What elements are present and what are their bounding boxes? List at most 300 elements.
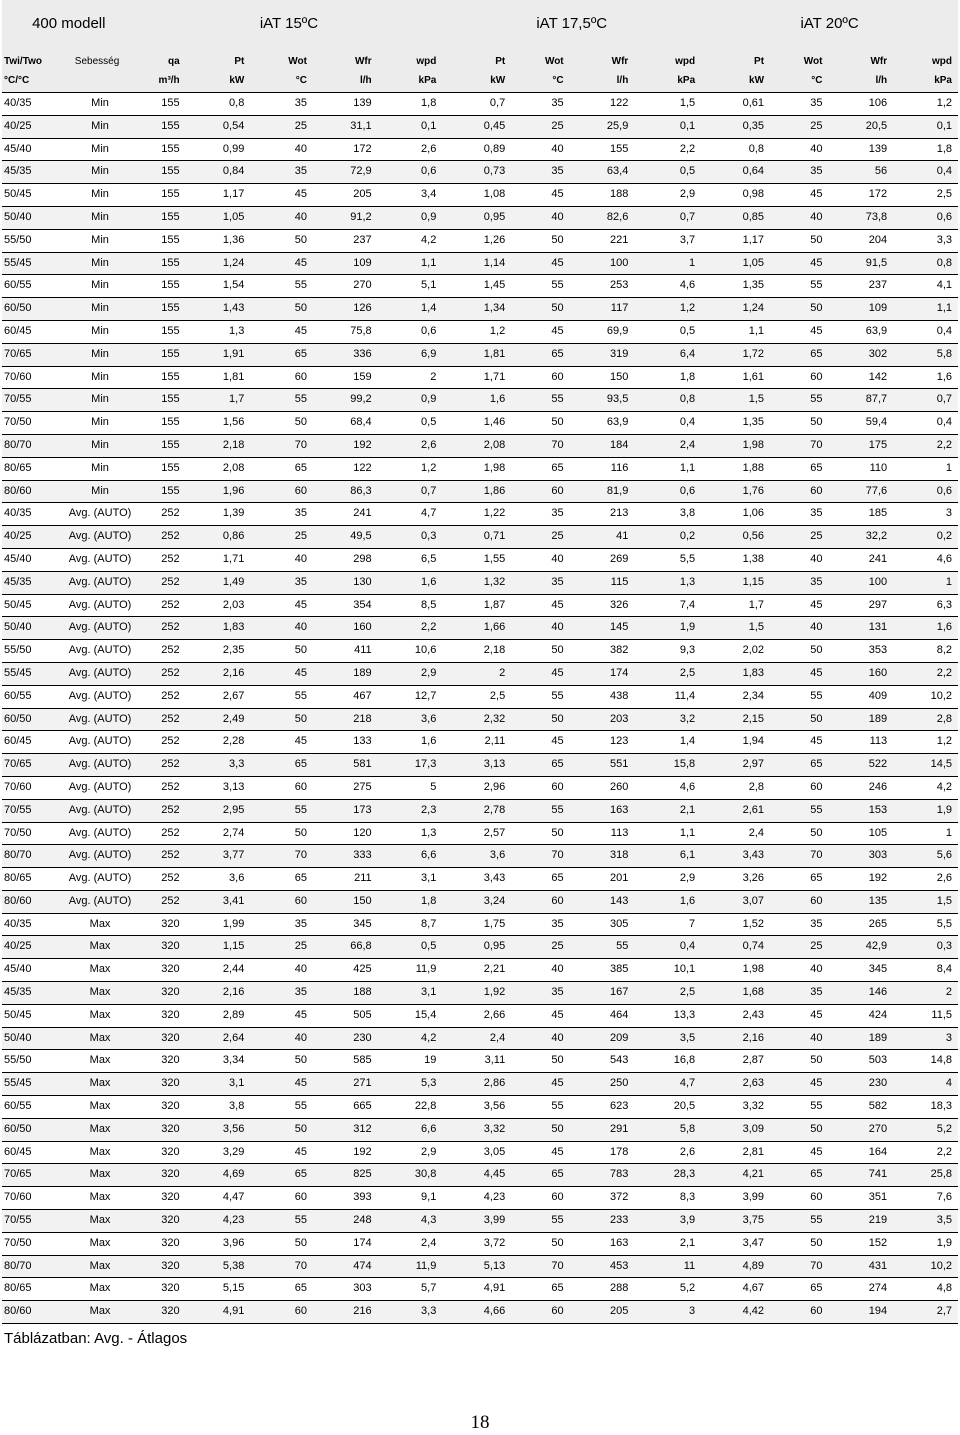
table-cell: 55 bbox=[511, 275, 569, 298]
table-cell: 0,2 bbox=[893, 526, 958, 549]
table-cell: 155 bbox=[136, 138, 186, 161]
table-cell: 50/45 bbox=[2, 184, 63, 207]
table-cell: 2,2 bbox=[893, 434, 958, 457]
table-cell: 1,72 bbox=[701, 343, 770, 366]
table-cell: 91,2 bbox=[313, 206, 378, 229]
table-cell: 40 bbox=[770, 1027, 828, 1050]
table-cell: 55/45 bbox=[2, 252, 63, 275]
table-cell: 70 bbox=[770, 434, 828, 457]
table-cell: 1,22 bbox=[442, 503, 511, 526]
table-cell: Avg. (AUTO) bbox=[63, 640, 136, 663]
table-cell: 113 bbox=[570, 822, 635, 845]
table-cell: 155 bbox=[570, 138, 635, 161]
table-cell: Avg. (AUTO) bbox=[63, 662, 136, 685]
table-cell: 25 bbox=[770, 526, 828, 549]
table-cell: 3 bbox=[893, 1027, 958, 1050]
table-cell: 60 bbox=[250, 1301, 313, 1324]
table-cell: 63,9 bbox=[570, 412, 635, 435]
table-cell: 153 bbox=[828, 799, 893, 822]
table-cell: 25 bbox=[770, 936, 828, 959]
table-cell: 5,38 bbox=[186, 1255, 251, 1278]
table-cell: 60 bbox=[250, 480, 313, 503]
table-cell: 65 bbox=[250, 1164, 313, 1187]
table-cell: 0,1 bbox=[378, 115, 443, 138]
table-cell: 109 bbox=[313, 252, 378, 275]
table-cell: 3,05 bbox=[442, 1141, 511, 1164]
table-cell: Min bbox=[63, 138, 136, 161]
table-cell: 2,9 bbox=[378, 1141, 443, 1164]
table-cell: Max bbox=[63, 1210, 136, 1233]
table-cell: 70 bbox=[511, 434, 569, 457]
table-cell: 4,69 bbox=[186, 1164, 251, 1187]
table-cell: 2,35 bbox=[186, 640, 251, 663]
table-cell: 0,1 bbox=[634, 115, 701, 138]
column-header: Wfr bbox=[828, 48, 893, 70]
table-cell: 25,9 bbox=[570, 115, 635, 138]
table-cell: 1,15 bbox=[701, 571, 770, 594]
table-cell: 3 bbox=[634, 1301, 701, 1324]
table-cell: 1 bbox=[893, 457, 958, 480]
table-cell: Avg. (AUTO) bbox=[63, 548, 136, 571]
table-cell: 11,9 bbox=[378, 1255, 443, 1278]
table-cell: 2,5 bbox=[634, 982, 701, 1005]
table-cell: 72,9 bbox=[313, 161, 378, 184]
table-cell: 2,97 bbox=[701, 754, 770, 777]
table-cell: 5,2 bbox=[634, 1278, 701, 1301]
table-cell: 1,6 bbox=[893, 617, 958, 640]
table-cell: 45 bbox=[770, 731, 828, 754]
table-cell: 45 bbox=[511, 1073, 569, 1096]
table-cell: 252 bbox=[136, 822, 186, 845]
table-cell: 50 bbox=[770, 1232, 828, 1255]
table-cell: 25,8 bbox=[893, 1164, 958, 1187]
table-cell: 1,2 bbox=[634, 298, 701, 321]
table-cell: 35 bbox=[250, 982, 313, 1005]
table-cell: 5,3 bbox=[378, 1073, 443, 1096]
table-cell: 2,9 bbox=[634, 184, 701, 207]
table-cell: 70/50 bbox=[2, 412, 63, 435]
column-header: Pt bbox=[186, 48, 251, 70]
table-cell: 3,99 bbox=[701, 1187, 770, 1210]
table-cell: 174 bbox=[570, 662, 635, 685]
table-cell: 93,5 bbox=[570, 389, 635, 412]
table-cell: Min bbox=[63, 93, 136, 116]
table-cell: 0,7 bbox=[442, 93, 511, 116]
column-header: Wfr bbox=[313, 48, 378, 70]
table-cell: 100 bbox=[828, 571, 893, 594]
table-cell: 160 bbox=[313, 617, 378, 640]
table-cell: 3,47 bbox=[701, 1232, 770, 1255]
table-cell: 1,54 bbox=[186, 275, 251, 298]
table-cell: 80/65 bbox=[2, 1278, 63, 1301]
table-cell: 302 bbox=[828, 343, 893, 366]
table-cell: 194 bbox=[828, 1301, 893, 1324]
table-cell: 65 bbox=[511, 1164, 569, 1187]
table-cell: 40 bbox=[511, 617, 569, 640]
table-cell: 70 bbox=[250, 434, 313, 457]
table-cell: 35 bbox=[770, 503, 828, 526]
table-cell: 25 bbox=[250, 115, 313, 138]
table-cell: 320 bbox=[136, 1118, 186, 1141]
table-cell: 45 bbox=[770, 184, 828, 207]
table-cell: 40/25 bbox=[2, 936, 63, 959]
table-cell: 8,4 bbox=[893, 959, 958, 982]
table-cell: 252 bbox=[136, 662, 186, 685]
table-cell: 115 bbox=[570, 571, 635, 594]
table-cell: 2,08 bbox=[186, 457, 251, 480]
table-cell: 3,07 bbox=[701, 890, 770, 913]
table-cell: 0,98 bbox=[701, 184, 770, 207]
table-cell: Min bbox=[63, 434, 136, 457]
table-cell: 105 bbox=[828, 822, 893, 845]
table-cell: 2,4 bbox=[634, 434, 701, 457]
table-cell: 2,63 bbox=[701, 1073, 770, 1096]
table-cell: 0,35 bbox=[701, 115, 770, 138]
table-row bbox=[2, 594, 958, 617]
table-cell: 55 bbox=[250, 1096, 313, 1119]
table-cell: 63,9 bbox=[828, 320, 893, 343]
table-cell: Avg. (AUTO) bbox=[63, 617, 136, 640]
table-cell: 4,67 bbox=[701, 1278, 770, 1301]
table-cell: Avg. (AUTO) bbox=[63, 685, 136, 708]
unit-header: kPa bbox=[634, 70, 701, 93]
table-cell: 55 bbox=[511, 1210, 569, 1233]
table-cell: 152 bbox=[828, 1232, 893, 1255]
table-cell: 15,8 bbox=[634, 754, 701, 777]
table-cell: 45/40 bbox=[2, 138, 63, 161]
table-cell: 2,1 bbox=[634, 1232, 701, 1255]
table-row bbox=[2, 708, 958, 731]
table-cell: 160 bbox=[828, 662, 893, 685]
table-cell: 139 bbox=[828, 138, 893, 161]
table-cell: 0,8 bbox=[893, 252, 958, 275]
table-cell: 1,08 bbox=[442, 184, 511, 207]
table-row bbox=[2, 822, 958, 845]
table-cell: 155 bbox=[136, 366, 186, 389]
table-row bbox=[2, 731, 958, 754]
table-cell: 60/55 bbox=[2, 1096, 63, 1119]
table-cell: 1,2 bbox=[893, 731, 958, 754]
table-cell: 270 bbox=[313, 275, 378, 298]
table-cell: 70/60 bbox=[2, 366, 63, 389]
table-cell: 3,32 bbox=[701, 1096, 770, 1119]
table-cell: 28,3 bbox=[634, 1164, 701, 1187]
table-cell: 35 bbox=[250, 503, 313, 526]
table-cell: 41 bbox=[570, 526, 635, 549]
table-cell: 4,3 bbox=[378, 1210, 443, 1233]
table-cell: 1,92 bbox=[442, 982, 511, 1005]
table-cell: 6,6 bbox=[378, 1118, 443, 1141]
table-cell: 11 bbox=[634, 1255, 701, 1278]
table-cell: Min bbox=[63, 184, 136, 207]
table-cell: 305 bbox=[570, 913, 635, 936]
table-cell: 55 bbox=[250, 1210, 313, 1233]
table-cell: 3,7 bbox=[634, 229, 701, 252]
table-cell: 291 bbox=[570, 1118, 635, 1141]
table-cell: 252 bbox=[136, 754, 186, 777]
table-cell: 2,78 bbox=[442, 799, 511, 822]
table-cell: 4,42 bbox=[701, 1301, 770, 1324]
table-cell: 1,5 bbox=[893, 890, 958, 913]
table-cell: 122 bbox=[570, 93, 635, 116]
table-cell: 1,52 bbox=[701, 913, 770, 936]
table-cell: 6,9 bbox=[378, 343, 443, 366]
table-cell: 319 bbox=[570, 343, 635, 366]
table-cell: 45 bbox=[770, 320, 828, 343]
column-header: wpd bbox=[378, 48, 443, 70]
table-cell: 1,6 bbox=[893, 366, 958, 389]
table-row bbox=[2, 161, 958, 184]
table-cell: 6,3 bbox=[893, 594, 958, 617]
table-cell: 233 bbox=[570, 1210, 635, 1233]
table-cell: 50 bbox=[770, 708, 828, 731]
table-cell: 1,39 bbox=[186, 503, 251, 526]
column-header: Pt bbox=[701, 48, 770, 70]
table-cell: 55/50 bbox=[2, 229, 63, 252]
table-cell: 11,9 bbox=[378, 959, 443, 982]
table-cell: 100 bbox=[570, 252, 635, 275]
table-cell: Max bbox=[63, 1187, 136, 1210]
table-row bbox=[2, 845, 958, 868]
table-row bbox=[2, 229, 958, 252]
table-cell: 0,99 bbox=[186, 138, 251, 161]
table-cell: 252 bbox=[136, 526, 186, 549]
unit-header: kW bbox=[442, 70, 511, 93]
table-cell: 1,32 bbox=[442, 571, 511, 594]
table-cell: 155 bbox=[136, 184, 186, 207]
table-cell: 0,5 bbox=[378, 412, 443, 435]
table-row bbox=[2, 412, 958, 435]
table-row bbox=[2, 1301, 958, 1324]
table-cell: Avg. (AUTO) bbox=[63, 754, 136, 777]
table-cell: 2,43 bbox=[701, 1004, 770, 1027]
table-cell: 73,8 bbox=[828, 206, 893, 229]
table-cell: 65 bbox=[511, 457, 569, 480]
table-cell: 45 bbox=[250, 1073, 313, 1096]
table-cell: 35 bbox=[511, 93, 569, 116]
table-cell: 50 bbox=[770, 1050, 828, 1073]
table-cell: 467 bbox=[313, 685, 378, 708]
table-cell: 55 bbox=[770, 1096, 828, 1119]
table-cell: 167 bbox=[570, 982, 635, 1005]
table-cell: 192 bbox=[313, 1141, 378, 1164]
table-cell: 318 bbox=[570, 845, 635, 868]
table-cell: 2,4 bbox=[442, 1027, 511, 1050]
table-cell: 2,66 bbox=[442, 1004, 511, 1027]
table-cell: 110 bbox=[828, 457, 893, 480]
table-cell: 1,5 bbox=[701, 617, 770, 640]
table-cell: 2,4 bbox=[378, 1232, 443, 1255]
table-row bbox=[2, 526, 958, 549]
table-cell: 2,16 bbox=[701, 1027, 770, 1050]
table-cell: 25 bbox=[511, 936, 569, 959]
table-cell: 253 bbox=[570, 275, 635, 298]
table-cell: 0,3 bbox=[378, 526, 443, 549]
table-cell: 2,6 bbox=[893, 868, 958, 891]
table-cell: 70/55 bbox=[2, 799, 63, 822]
table-row bbox=[2, 1278, 958, 1301]
table-cell: 55 bbox=[770, 1210, 828, 1233]
table-cell: 50 bbox=[770, 1118, 828, 1141]
table-cell: 50 bbox=[770, 412, 828, 435]
table-cell: 3,5 bbox=[893, 1210, 958, 1233]
table-cell: 2,64 bbox=[186, 1027, 251, 1050]
table-cell: 2,67 bbox=[186, 685, 251, 708]
table-cell: 1,46 bbox=[442, 412, 511, 435]
table-cell: 372 bbox=[570, 1187, 635, 1210]
table-cell: 825 bbox=[313, 1164, 378, 1187]
table-cell: 354 bbox=[313, 594, 378, 617]
table-cell: 5 bbox=[378, 776, 443, 799]
table-cell: 40/35 bbox=[2, 93, 63, 116]
table-cell: 0,6 bbox=[378, 161, 443, 184]
table-cell: 1,75 bbox=[442, 913, 511, 936]
table-cell: 70 bbox=[511, 845, 569, 868]
table-cell: 20,5 bbox=[828, 115, 893, 138]
table-cell: 1,56 bbox=[186, 412, 251, 435]
table-row bbox=[2, 503, 958, 526]
table-cell: Avg. (AUTO) bbox=[63, 890, 136, 913]
table-cell: 237 bbox=[828, 275, 893, 298]
table-cell: 230 bbox=[828, 1073, 893, 1096]
table-cell: 320 bbox=[136, 982, 186, 1005]
table-cell: 25 bbox=[250, 936, 313, 959]
table-cell: 623 bbox=[570, 1096, 635, 1119]
table-cell: 0,7 bbox=[893, 389, 958, 412]
table-cell: 70 bbox=[770, 845, 828, 868]
table-cell: 1,8 bbox=[893, 138, 958, 161]
table-cell: 189 bbox=[313, 662, 378, 685]
table-cell: 155 bbox=[136, 206, 186, 229]
table-cell: 320 bbox=[136, 1210, 186, 1233]
table-cell: 55 bbox=[511, 389, 569, 412]
table-cell: 40 bbox=[250, 206, 313, 229]
table-cell: Min bbox=[63, 161, 136, 184]
table-cell: 40 bbox=[511, 1027, 569, 1050]
column-header: Wfr bbox=[570, 48, 635, 70]
table-cell: Max bbox=[63, 1278, 136, 1301]
table-cell: 87,7 bbox=[828, 389, 893, 412]
table-row bbox=[2, 754, 958, 777]
table-cell: 146 bbox=[828, 982, 893, 1005]
table-cell: 0,6 bbox=[893, 480, 958, 503]
table-cell: 1,2 bbox=[442, 320, 511, 343]
table-cell: Max bbox=[63, 1004, 136, 1027]
table-cell: 11,4 bbox=[634, 685, 701, 708]
table-cell: 4,2 bbox=[378, 229, 443, 252]
table-cell: 2,5 bbox=[634, 662, 701, 685]
table-cell: 65 bbox=[770, 754, 828, 777]
table-cell: 60 bbox=[770, 776, 828, 799]
table-cell: 320 bbox=[136, 913, 186, 936]
table-cell: 3,26 bbox=[701, 868, 770, 891]
table-cell: 351 bbox=[828, 1187, 893, 1210]
table-cell: 3,9 bbox=[634, 1210, 701, 1233]
table-cell: 45 bbox=[250, 320, 313, 343]
table-cell: 0,1 bbox=[893, 115, 958, 138]
table-cell: 155 bbox=[136, 480, 186, 503]
table-cell: 1,14 bbox=[442, 252, 511, 275]
table-cell: Max bbox=[63, 1027, 136, 1050]
table-cell: 70 bbox=[250, 1255, 313, 1278]
table-cell: 3,29 bbox=[186, 1141, 251, 1164]
table-cell: 0,3 bbox=[893, 936, 958, 959]
table-cell: 252 bbox=[136, 708, 186, 731]
table-cell: 155 bbox=[136, 161, 186, 184]
table-cell: 80/70 bbox=[2, 1255, 63, 1278]
table-cell: 150 bbox=[570, 366, 635, 389]
table-cell: 2,2 bbox=[634, 138, 701, 161]
table-cell: 50 bbox=[511, 1232, 569, 1255]
table-cell: 155 bbox=[136, 252, 186, 275]
table-cell: 8,5 bbox=[378, 594, 443, 617]
table-cell: 5,15 bbox=[186, 1278, 251, 1301]
table-cell: 142 bbox=[828, 366, 893, 389]
table-cell: 131 bbox=[828, 617, 893, 640]
table-row bbox=[2, 776, 958, 799]
table-cell: 80/60 bbox=[2, 480, 63, 503]
column-header: Wot bbox=[250, 48, 313, 70]
table-cell: 188 bbox=[570, 184, 635, 207]
table-cell: 2,5 bbox=[442, 685, 511, 708]
table-row bbox=[2, 1118, 958, 1141]
table-cell: Max bbox=[63, 1232, 136, 1255]
table-cell: 1,24 bbox=[186, 252, 251, 275]
table-cell: 1,8 bbox=[378, 890, 443, 913]
table-cell: 0,4 bbox=[893, 320, 958, 343]
column-header: qa bbox=[136, 48, 186, 70]
table-cell: 14,8 bbox=[893, 1050, 958, 1073]
table-cell: 3,41 bbox=[186, 890, 251, 913]
table-cell: 65 bbox=[250, 457, 313, 480]
table-cell: 241 bbox=[828, 548, 893, 571]
table-cell: 6,5 bbox=[378, 548, 443, 571]
table-cell: 10,2 bbox=[893, 685, 958, 708]
table-cell: 50 bbox=[770, 298, 828, 321]
table-cell: Min bbox=[63, 298, 136, 321]
table-cell: 3,6 bbox=[186, 868, 251, 891]
unit-header: l/h bbox=[313, 70, 378, 93]
table-cell: Min bbox=[63, 275, 136, 298]
table-cell: 0,4 bbox=[634, 412, 701, 435]
table-cell: Max bbox=[63, 959, 136, 982]
table-cell: Avg. (AUTO) bbox=[63, 845, 136, 868]
table-cell: 2,9 bbox=[378, 662, 443, 685]
table-cell: 438 bbox=[570, 685, 635, 708]
table-cell: Min bbox=[63, 115, 136, 138]
unit-header: kPa bbox=[378, 70, 443, 93]
table-cell: 192 bbox=[828, 868, 893, 891]
table-cell: 60/45 bbox=[2, 1141, 63, 1164]
table-cell: 35 bbox=[770, 982, 828, 1005]
table-cell: 0,85 bbox=[701, 206, 770, 229]
table-cell: 55 bbox=[511, 1096, 569, 1119]
table-cell: 312 bbox=[313, 1118, 378, 1141]
table-cell: 188 bbox=[313, 982, 378, 1005]
table-cell: 252 bbox=[136, 776, 186, 799]
table-cell: 2,2 bbox=[893, 1141, 958, 1164]
table-cell: 4,1 bbox=[893, 275, 958, 298]
table-cell: 45 bbox=[511, 184, 569, 207]
table-cell: Min bbox=[63, 229, 136, 252]
table-cell: 55 bbox=[250, 799, 313, 822]
column-header: Sebesség bbox=[63, 48, 136, 70]
table-cell: 184 bbox=[570, 434, 635, 457]
table-cell: 1,06 bbox=[701, 503, 770, 526]
table-cell: 3,24 bbox=[442, 890, 511, 913]
table-cell: 8,2 bbox=[893, 640, 958, 663]
table-cell: 80/70 bbox=[2, 434, 63, 457]
